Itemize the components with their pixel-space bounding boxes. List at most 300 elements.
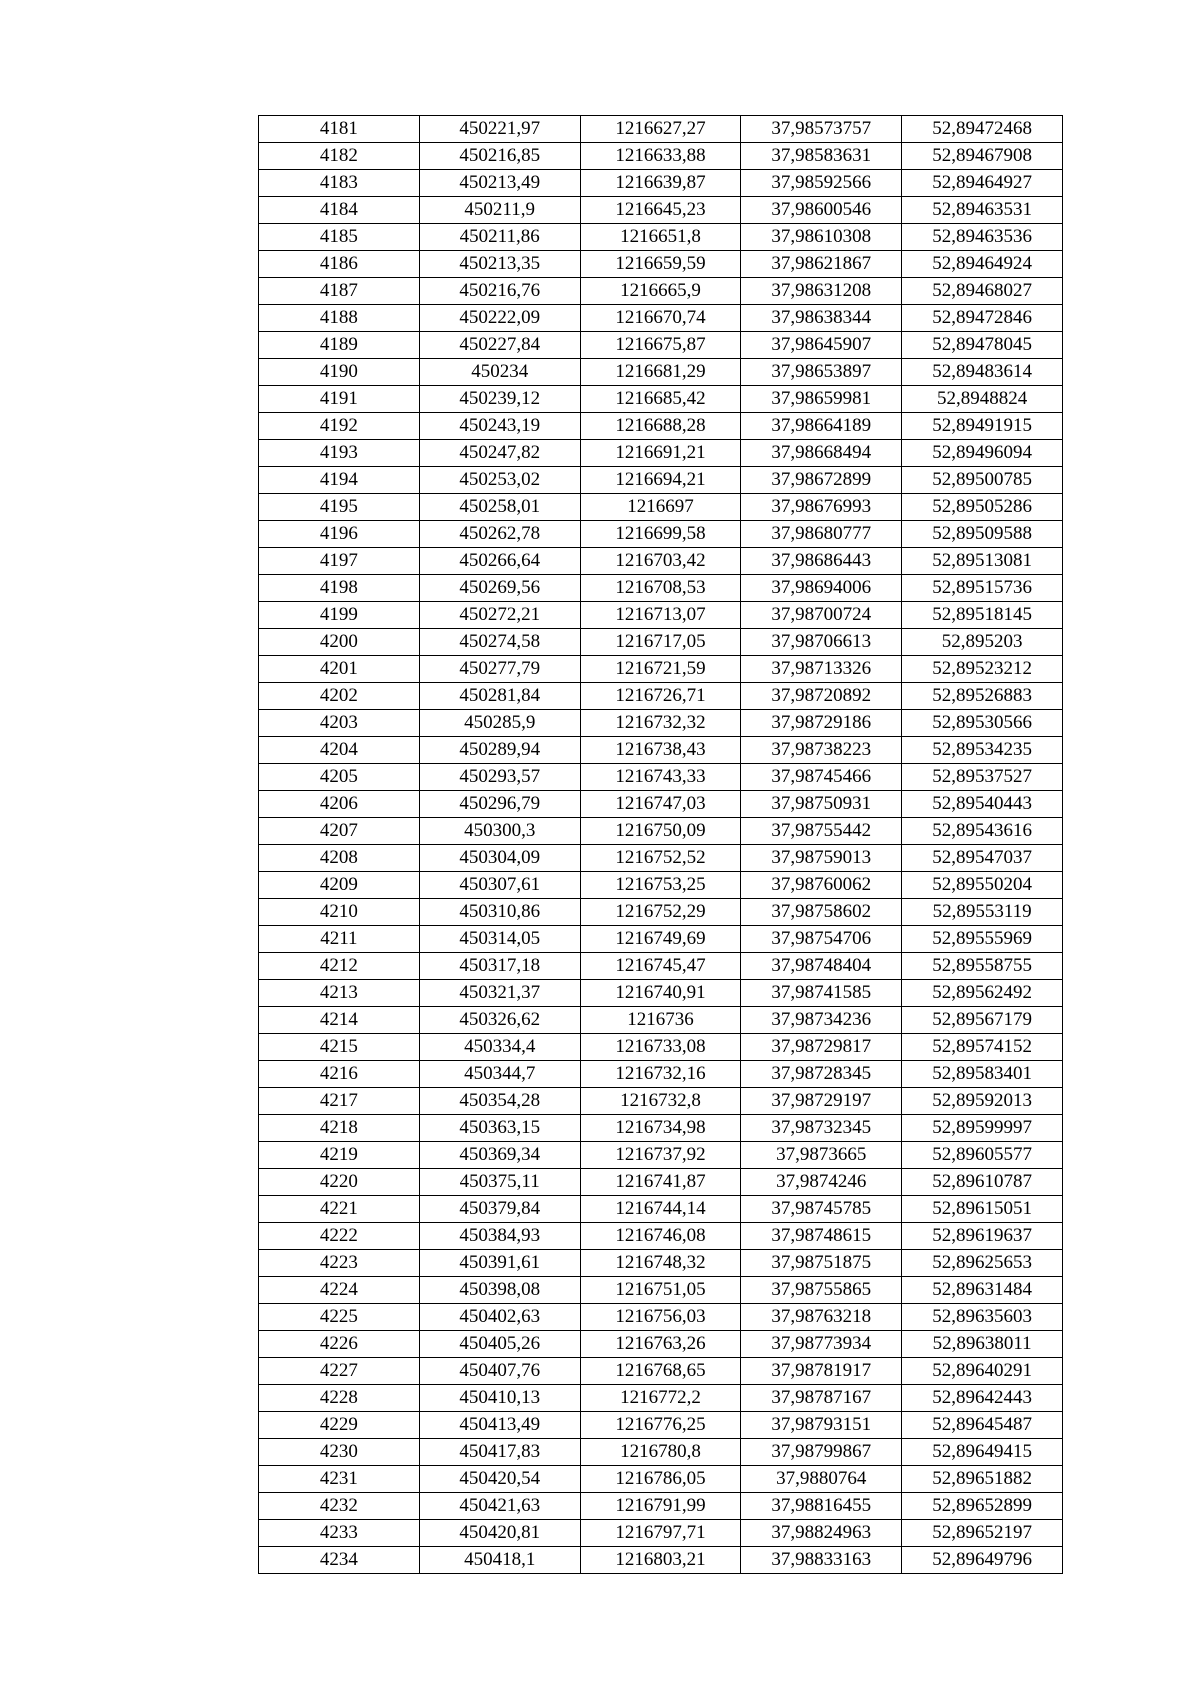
longitude-cell: 37,98672899 [741, 467, 902, 494]
latitude-cell: 52,89472468 [902, 116, 1063, 143]
point-number-cell: 4188 [259, 305, 420, 332]
x-coordinate-cell: 450363,15 [419, 1115, 580, 1142]
latitude-cell: 52,89553119 [902, 899, 1063, 926]
point-number-cell: 4202 [259, 683, 420, 710]
point-number-cell: 4218 [259, 1115, 420, 1142]
longitude-cell: 37,98694006 [741, 575, 902, 602]
table-row [259, 467, 1063, 494]
point-number-cell: 4200 [259, 629, 420, 656]
longitude-cell: 37,98664189 [741, 413, 902, 440]
latitude-cell: 52,89574152 [902, 1034, 1063, 1061]
table-row [259, 1142, 1063, 1169]
point-number-cell: 4187 [259, 278, 420, 305]
longitude-cell: 37,98592566 [741, 170, 902, 197]
table-row [259, 1088, 1063, 1115]
x-coordinate-cell: 450269,56 [419, 575, 580, 602]
point-number-cell: 4217 [259, 1088, 420, 1115]
x-coordinate-cell: 450310,86 [419, 899, 580, 926]
y-coordinate-cell: 1216756,03 [580, 1304, 741, 1331]
x-coordinate-cell: 450384,93 [419, 1223, 580, 1250]
point-number-cell: 4209 [259, 872, 420, 899]
longitude-cell: 37,98668494 [741, 440, 902, 467]
longitude-cell: 37,98680777 [741, 521, 902, 548]
y-coordinate-cell: 1216743,33 [580, 764, 741, 791]
latitude-cell: 52,89464927 [902, 170, 1063, 197]
y-coordinate-cell: 1216659,59 [580, 251, 741, 278]
table-row [259, 764, 1063, 791]
point-number-cell: 4228 [259, 1385, 420, 1412]
table-row [259, 548, 1063, 575]
table-row [259, 737, 1063, 764]
point-number-cell: 4229 [259, 1412, 420, 1439]
table-row [259, 440, 1063, 467]
x-coordinate-cell: 450413,49 [419, 1412, 580, 1439]
y-coordinate-cell: 1216633,88 [580, 143, 741, 170]
table-row [259, 494, 1063, 521]
point-number-cell: 4205 [259, 764, 420, 791]
x-coordinate-cell: 450289,94 [419, 737, 580, 764]
y-coordinate-cell: 1216627,27 [580, 116, 741, 143]
table-row [259, 332, 1063, 359]
table-row [259, 1061, 1063, 1088]
y-coordinate-cell: 1216732,16 [580, 1061, 741, 1088]
y-coordinate-cell: 1216675,87 [580, 332, 741, 359]
point-number-cell: 4191 [259, 386, 420, 413]
x-coordinate-cell: 450247,82 [419, 440, 580, 467]
table-row [259, 602, 1063, 629]
latitude-cell: 52,8948824 [902, 386, 1063, 413]
longitude-cell: 37,98728345 [741, 1061, 902, 1088]
latitude-cell: 52,89518145 [902, 602, 1063, 629]
point-number-cell: 4224 [259, 1277, 420, 1304]
y-coordinate-cell: 1216717,05 [580, 629, 741, 656]
latitude-cell: 52,89491915 [902, 413, 1063, 440]
x-coordinate-cell: 450234 [419, 359, 580, 386]
latitude-cell: 52,89619637 [902, 1223, 1063, 1250]
x-coordinate-cell: 450253,02 [419, 467, 580, 494]
table-row [259, 872, 1063, 899]
latitude-cell: 52,89652197 [902, 1520, 1063, 1547]
table-row [259, 1034, 1063, 1061]
longitude-cell: 37,98732345 [741, 1115, 902, 1142]
x-coordinate-cell: 450239,12 [419, 386, 580, 413]
coordinates-table [258, 115, 1063, 1574]
longitude-cell: 37,98686443 [741, 548, 902, 575]
point-number-cell: 4222 [259, 1223, 420, 1250]
latitude-cell: 52,89635603 [902, 1304, 1063, 1331]
latitude-cell: 52,89605577 [902, 1142, 1063, 1169]
latitude-cell: 52,89483614 [902, 359, 1063, 386]
longitude-cell: 37,98720892 [741, 683, 902, 710]
y-coordinate-cell: 1216670,74 [580, 305, 741, 332]
table-row [259, 1493, 1063, 1520]
table-row [259, 1466, 1063, 1493]
y-coordinate-cell: 1216708,53 [580, 575, 741, 602]
y-coordinate-cell: 1216797,71 [580, 1520, 741, 1547]
x-coordinate-cell: 450379,84 [419, 1196, 580, 1223]
longitude-cell: 37,98600546 [741, 197, 902, 224]
y-coordinate-cell: 1216737,92 [580, 1142, 741, 1169]
latitude-cell: 52,89651882 [902, 1466, 1063, 1493]
y-coordinate-cell: 1216751,05 [580, 1277, 741, 1304]
table-row [259, 170, 1063, 197]
point-number-cell: 4182 [259, 143, 420, 170]
latitude-cell: 52,89567179 [902, 1007, 1063, 1034]
table-row [259, 791, 1063, 818]
longitude-cell: 37,98748404 [741, 953, 902, 980]
y-coordinate-cell: 1216691,21 [580, 440, 741, 467]
point-number-cell: 4189 [259, 332, 420, 359]
longitude-cell: 37,98824963 [741, 1520, 902, 1547]
longitude-cell: 37,9880764 [741, 1466, 902, 1493]
x-coordinate-cell: 450262,78 [419, 521, 580, 548]
latitude-cell: 52,89640291 [902, 1358, 1063, 1385]
x-coordinate-cell: 450375,11 [419, 1169, 580, 1196]
table-row [259, 980, 1063, 1007]
point-number-cell: 4221 [259, 1196, 420, 1223]
latitude-cell: 52,89652899 [902, 1493, 1063, 1520]
latitude-cell: 52,89463531 [902, 197, 1063, 224]
latitude-cell: 52,89645487 [902, 1412, 1063, 1439]
point-number-cell: 4225 [259, 1304, 420, 1331]
x-coordinate-cell: 450221,97 [419, 116, 580, 143]
y-coordinate-cell: 1216703,42 [580, 548, 741, 575]
x-coordinate-cell: 450281,84 [419, 683, 580, 710]
point-number-cell: 4198 [259, 575, 420, 602]
y-coordinate-cell: 1216732,32 [580, 710, 741, 737]
longitude-cell: 37,98583631 [741, 143, 902, 170]
latitude-cell: 52,89530566 [902, 710, 1063, 737]
y-coordinate-cell: 1216733,08 [580, 1034, 741, 1061]
x-coordinate-cell: 450285,9 [419, 710, 580, 737]
x-coordinate-cell: 450410,13 [419, 1385, 580, 1412]
y-coordinate-cell: 1216741,87 [580, 1169, 741, 1196]
point-number-cell: 4211 [259, 926, 420, 953]
x-coordinate-cell: 450398,08 [419, 1277, 580, 1304]
table-row [259, 1304, 1063, 1331]
x-coordinate-cell: 450300,3 [419, 818, 580, 845]
y-coordinate-cell: 1216699,58 [580, 521, 741, 548]
y-coordinate-cell: 1216744,14 [580, 1196, 741, 1223]
table-row [259, 278, 1063, 305]
x-coordinate-cell: 450216,76 [419, 278, 580, 305]
x-coordinate-cell: 450354,28 [419, 1088, 580, 1115]
latitude-cell: 52,89515736 [902, 575, 1063, 602]
y-coordinate-cell: 1216694,21 [580, 467, 741, 494]
point-number-cell: 4226 [259, 1331, 420, 1358]
y-coordinate-cell: 1216746,08 [580, 1223, 741, 1250]
latitude-cell: 52,89523212 [902, 656, 1063, 683]
point-number-cell: 4220 [259, 1169, 420, 1196]
longitude-cell: 37,98631208 [741, 278, 902, 305]
table-row [259, 575, 1063, 602]
latitude-cell: 52,89599997 [902, 1115, 1063, 1142]
x-coordinate-cell: 450317,18 [419, 953, 580, 980]
latitude-cell: 52,89509588 [902, 521, 1063, 548]
longitude-cell: 37,98793151 [741, 1412, 902, 1439]
latitude-cell: 52,89467908 [902, 143, 1063, 170]
y-coordinate-cell: 1216747,03 [580, 791, 741, 818]
latitude-cell: 52,89543616 [902, 818, 1063, 845]
table-row [259, 818, 1063, 845]
point-number-cell: 4214 [259, 1007, 420, 1034]
latitude-cell: 52,89592013 [902, 1088, 1063, 1115]
longitude-cell: 37,98748615 [741, 1223, 902, 1250]
latitude-cell: 52,89631484 [902, 1277, 1063, 1304]
y-coordinate-cell: 1216734,98 [580, 1115, 741, 1142]
y-coordinate-cell: 1216697 [580, 494, 741, 521]
latitude-cell: 52,89478045 [902, 332, 1063, 359]
y-coordinate-cell: 1216736 [580, 1007, 741, 1034]
longitude-cell: 37,98745466 [741, 764, 902, 791]
table-row [259, 899, 1063, 926]
latitude-cell: 52,89547037 [902, 845, 1063, 872]
point-number-cell: 4195 [259, 494, 420, 521]
x-coordinate-cell: 450222,09 [419, 305, 580, 332]
x-coordinate-cell: 450369,34 [419, 1142, 580, 1169]
x-coordinate-cell: 450314,05 [419, 926, 580, 953]
latitude-cell: 52,89649796 [902, 1547, 1063, 1574]
point-number-cell: 4181 [259, 116, 420, 143]
point-number-cell: 4186 [259, 251, 420, 278]
coordinates-table-body [259, 116, 1063, 1574]
y-coordinate-cell: 1216681,29 [580, 359, 741, 386]
longitude-cell: 37,98638344 [741, 305, 902, 332]
longitude-cell: 37,98741585 [741, 980, 902, 1007]
longitude-cell: 37,98755865 [741, 1277, 902, 1304]
latitude-cell: 52,89649415 [902, 1439, 1063, 1466]
latitude-cell: 52,89468027 [902, 278, 1063, 305]
point-number-cell: 4219 [259, 1142, 420, 1169]
x-coordinate-cell: 450402,63 [419, 1304, 580, 1331]
x-coordinate-cell: 450211,86 [419, 224, 580, 251]
point-number-cell: 4212 [259, 953, 420, 980]
x-coordinate-cell: 450304,09 [419, 845, 580, 872]
latitude-cell: 52,89638011 [902, 1331, 1063, 1358]
longitude-cell: 37,98751875 [741, 1250, 902, 1277]
x-coordinate-cell: 450243,19 [419, 413, 580, 440]
longitude-cell: 37,98729197 [741, 1088, 902, 1115]
x-coordinate-cell: 450216,85 [419, 143, 580, 170]
latitude-cell: 52,89463536 [902, 224, 1063, 251]
latitude-cell: 52,89610787 [902, 1169, 1063, 1196]
table-row [259, 683, 1063, 710]
point-number-cell: 4227 [259, 1358, 420, 1385]
table-row [259, 1358, 1063, 1385]
table-row [259, 1331, 1063, 1358]
point-number-cell: 4231 [259, 1466, 420, 1493]
point-number-cell: 4185 [259, 224, 420, 251]
table-row [259, 359, 1063, 386]
x-coordinate-cell: 450227,84 [419, 332, 580, 359]
y-coordinate-cell: 1216780,8 [580, 1439, 741, 1466]
table-row [259, 926, 1063, 953]
longitude-cell: 37,98676993 [741, 494, 902, 521]
point-number-cell: 4184 [259, 197, 420, 224]
x-coordinate-cell: 450391,61 [419, 1250, 580, 1277]
point-number-cell: 4215 [259, 1034, 420, 1061]
x-coordinate-cell: 450277,79 [419, 656, 580, 683]
longitude-cell: 37,98763218 [741, 1304, 902, 1331]
table-row [259, 1007, 1063, 1034]
x-coordinate-cell: 450211,9 [419, 197, 580, 224]
table-row [259, 1277, 1063, 1304]
longitude-cell: 37,98729817 [741, 1034, 902, 1061]
y-coordinate-cell: 1216721,59 [580, 656, 741, 683]
point-number-cell: 4206 [259, 791, 420, 818]
latitude-cell: 52,89500785 [902, 467, 1063, 494]
point-number-cell: 4208 [259, 845, 420, 872]
y-coordinate-cell: 1216803,21 [580, 1547, 741, 1574]
table-row [259, 1250, 1063, 1277]
point-number-cell: 4213 [259, 980, 420, 1007]
y-coordinate-cell: 1216768,65 [580, 1358, 741, 1385]
point-number-cell: 4204 [259, 737, 420, 764]
x-coordinate-cell: 450418,1 [419, 1547, 580, 1574]
longitude-cell: 37,98734236 [741, 1007, 902, 1034]
table-row [259, 629, 1063, 656]
table-row [259, 143, 1063, 170]
point-number-cell: 4183 [259, 170, 420, 197]
x-coordinate-cell: 450420,81 [419, 1520, 580, 1547]
table-row [259, 953, 1063, 980]
y-coordinate-cell: 1216750,09 [580, 818, 741, 845]
y-coordinate-cell: 1216688,28 [580, 413, 741, 440]
x-coordinate-cell: 450272,21 [419, 602, 580, 629]
point-number-cell: 4210 [259, 899, 420, 926]
point-number-cell: 4193 [259, 440, 420, 467]
table-row [259, 656, 1063, 683]
table-row [259, 305, 1063, 332]
point-number-cell: 4192 [259, 413, 420, 440]
point-number-cell: 4201 [259, 656, 420, 683]
latitude-cell: 52,89537527 [902, 764, 1063, 791]
latitude-cell: 52,89555969 [902, 926, 1063, 953]
longitude-cell: 37,98621867 [741, 251, 902, 278]
x-coordinate-cell: 450405,26 [419, 1331, 580, 1358]
latitude-cell: 52,89472846 [902, 305, 1063, 332]
longitude-cell: 37,98799867 [741, 1439, 902, 1466]
table-row [259, 710, 1063, 737]
longitude-cell: 37,98659981 [741, 386, 902, 413]
y-coordinate-cell: 1216645,23 [580, 197, 741, 224]
longitude-cell: 37,98833163 [741, 1547, 902, 1574]
table-row [259, 413, 1063, 440]
longitude-cell: 37,98573757 [741, 116, 902, 143]
x-coordinate-cell: 450274,58 [419, 629, 580, 656]
y-coordinate-cell: 1216772,2 [580, 1385, 741, 1412]
point-number-cell: 4197 [259, 548, 420, 575]
x-coordinate-cell: 450307,61 [419, 872, 580, 899]
y-coordinate-cell: 1216763,26 [580, 1331, 741, 1358]
x-coordinate-cell: 450213,49 [419, 170, 580, 197]
latitude-cell: 52,89505286 [902, 494, 1063, 521]
latitude-cell: 52,89625653 [902, 1250, 1063, 1277]
table-row [259, 197, 1063, 224]
x-coordinate-cell: 450266,64 [419, 548, 580, 575]
longitude-cell: 37,98758602 [741, 899, 902, 926]
y-coordinate-cell: 1216740,91 [580, 980, 741, 1007]
longitude-cell: 37,98700724 [741, 602, 902, 629]
y-coordinate-cell: 1216749,69 [580, 926, 741, 953]
longitude-cell: 37,98738223 [741, 737, 902, 764]
longitude-cell: 37,98729186 [741, 710, 902, 737]
x-coordinate-cell: 450213,35 [419, 251, 580, 278]
y-coordinate-cell: 1216748,32 [580, 1250, 741, 1277]
y-coordinate-cell: 1216752,52 [580, 845, 741, 872]
table-row [259, 1169, 1063, 1196]
table-row [259, 521, 1063, 548]
point-number-cell: 4203 [259, 710, 420, 737]
table-row [259, 1547, 1063, 1574]
longitude-cell: 37,9873665 [741, 1142, 902, 1169]
latitude-cell: 52,89513081 [902, 548, 1063, 575]
longitude-cell: 37,98745785 [741, 1196, 902, 1223]
point-number-cell: 4199 [259, 602, 420, 629]
y-coordinate-cell: 1216726,71 [580, 683, 741, 710]
x-coordinate-cell: 450296,79 [419, 791, 580, 818]
longitude-cell: 37,98816455 [741, 1493, 902, 1520]
latitude-cell: 52,895203 [902, 629, 1063, 656]
table-row [259, 1223, 1063, 1250]
latitude-cell: 52,89464924 [902, 251, 1063, 278]
y-coordinate-cell: 1216791,99 [580, 1493, 741, 1520]
x-coordinate-cell: 450421,63 [419, 1493, 580, 1520]
longitude-cell: 37,98760062 [741, 872, 902, 899]
longitude-cell: 37,98645907 [741, 332, 902, 359]
point-number-cell: 4207 [259, 818, 420, 845]
y-coordinate-cell: 1216651,8 [580, 224, 741, 251]
latitude-cell: 52,89558755 [902, 953, 1063, 980]
latitude-cell: 52,89550204 [902, 872, 1063, 899]
x-coordinate-cell: 450420,54 [419, 1466, 580, 1493]
table-row [259, 1196, 1063, 1223]
y-coordinate-cell: 1216713,07 [580, 602, 741, 629]
x-coordinate-cell: 450293,57 [419, 764, 580, 791]
latitude-cell: 52,89540443 [902, 791, 1063, 818]
y-coordinate-cell: 1216786,05 [580, 1466, 741, 1493]
point-number-cell: 4194 [259, 467, 420, 494]
longitude-cell: 37,9874246 [741, 1169, 902, 1196]
latitude-cell: 52,89496094 [902, 440, 1063, 467]
table-row [259, 1439, 1063, 1466]
latitude-cell: 52,89562492 [902, 980, 1063, 1007]
x-coordinate-cell: 450334,4 [419, 1034, 580, 1061]
latitude-cell: 52,89642443 [902, 1385, 1063, 1412]
y-coordinate-cell: 1216738,43 [580, 737, 741, 764]
table-row [259, 845, 1063, 872]
table-row [259, 224, 1063, 251]
longitude-cell: 37,98781917 [741, 1358, 902, 1385]
longitude-cell: 37,98610308 [741, 224, 902, 251]
y-coordinate-cell: 1216753,25 [580, 872, 741, 899]
latitude-cell: 52,89526883 [902, 683, 1063, 710]
latitude-cell: 52,89615051 [902, 1196, 1063, 1223]
x-coordinate-cell: 450344,7 [419, 1061, 580, 1088]
longitude-cell: 37,98754706 [741, 926, 902, 953]
y-coordinate-cell: 1216639,87 [580, 170, 741, 197]
longitude-cell: 37,98713326 [741, 656, 902, 683]
longitude-cell: 37,98706613 [741, 629, 902, 656]
x-coordinate-cell: 450321,37 [419, 980, 580, 1007]
x-coordinate-cell: 450258,01 [419, 494, 580, 521]
y-coordinate-cell: 1216665,9 [580, 278, 741, 305]
table-row [259, 1115, 1063, 1142]
table-row [259, 116, 1063, 143]
longitude-cell: 37,98773934 [741, 1331, 902, 1358]
longitude-cell: 37,98759013 [741, 845, 902, 872]
x-coordinate-cell: 450407,76 [419, 1358, 580, 1385]
